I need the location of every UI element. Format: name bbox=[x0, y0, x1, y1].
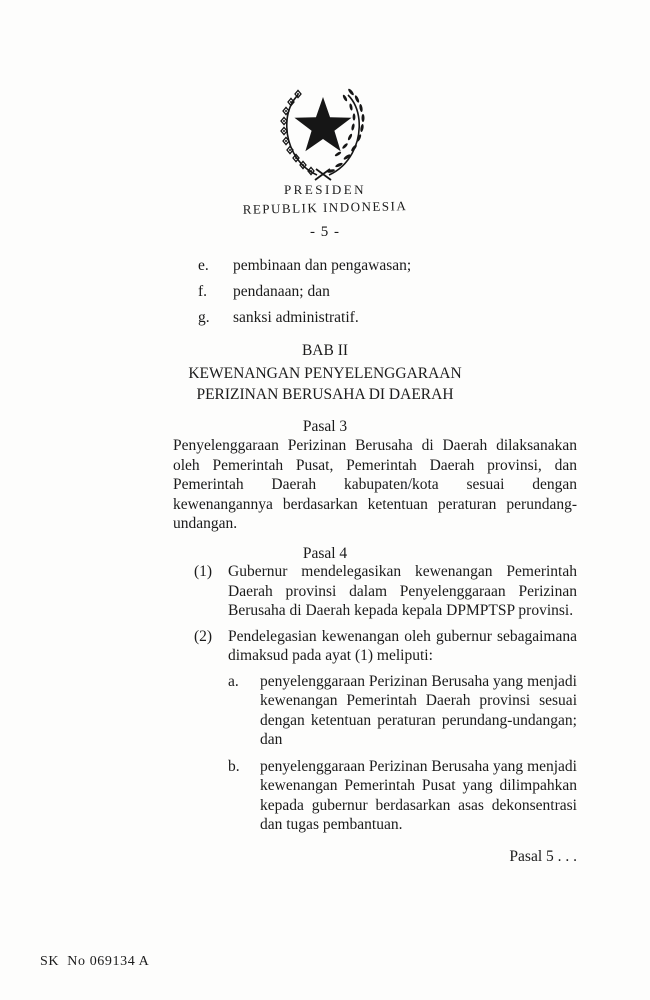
letterhead-line1: PRESIDEN bbox=[283, 182, 367, 197]
numbered-item bbox=[173, 627, 577, 842]
chapter-title-line2: PERIZINAN BERUSAHA DI DAERAH bbox=[196, 385, 454, 403]
sublist-item-marker: b. bbox=[228, 757, 240, 775]
list-item-marker: f. bbox=[198, 283, 208, 300]
numbered-item-text-content: Pendelegasian kewenangan oleh gubernur sebagaimana dimaksud pada ayat (1) meliputi: bbox=[228, 627, 577, 664]
letterhead bbox=[0, 181, 650, 216]
list-item bbox=[173, 308, 577, 328]
numbered-item-marker: (1) bbox=[194, 563, 213, 580]
sublist-item bbox=[228, 757, 577, 835]
article-body-pasal3: Penyelenggaraan Perizinan Berusaha di Daerah dilaksanakan oleh Pemerintah Pusat, Pemerintah Daerah provinsi, dan Pemerintah Daerah kabupaten/kota sesuai dengan kewenangannya berdasarkan ketentuan peraturan perundang-undangan. bbox=[173, 437, 577, 532]
numbered-item-text: Gubernur mendelegasikan kewenangan Pemerintah Daerah provinsi dalam Penyelenggaraan Perizinan Berusaha di Daerah kepada kepala DPMPTSP provinsi. bbox=[228, 563, 577, 619]
list-item-marker: g. bbox=[198, 309, 210, 326]
numbered-item bbox=[173, 562, 577, 621]
numbered-item-text bbox=[228, 627, 577, 842]
page-number: - 5 - bbox=[310, 224, 340, 240]
intro-list bbox=[173, 256, 577, 334]
article-body-pasal4 bbox=[173, 562, 577, 848]
numbered-item-marker: (2) bbox=[194, 627, 213, 645]
article-heading-pasal3: Pasal 3 bbox=[302, 418, 348, 435]
sublist-item-text: penyelenggaraan Perizinan Berusaha yang menjadi kewenangan Pemerintah Pusat yang dilimpahkan kepada gubernur berdasarkan asas dekonsentrasi dan tugas pembantuan. bbox=[260, 757, 577, 833]
list-item bbox=[173, 256, 577, 276]
article-heading-pasal4: Pasal 4 bbox=[302, 545, 348, 562]
sublist-item bbox=[228, 672, 577, 750]
sublist-item-text: penyelenggaraan Perizinan Berusaha yang menjadi kewenangan Pemerintah Daerah provinsi sesuai dengan ketentuan peraturan perundang-undangan; dan bbox=[260, 672, 577, 748]
chapter-title-line1: KEWENANGAN PENYELENGGARAAN bbox=[188, 365, 462, 382]
document-code: SK No 069134 A bbox=[40, 954, 150, 969]
chapter-label: BAB II bbox=[301, 342, 349, 359]
sublist-item-marker: a. bbox=[228, 672, 239, 690]
catchword-next-article: Pasal 5 . . . bbox=[509, 848, 577, 865]
list-item-marker: e. bbox=[198, 257, 209, 274]
chapter-title bbox=[0, 364, 650, 405]
list-item bbox=[173, 282, 577, 302]
lettered-sublist bbox=[228, 672, 577, 835]
presidential-seal bbox=[271, 84, 375, 184]
list-item-text: pembinaan dan pengawasan; bbox=[233, 257, 412, 274]
letterhead-line2: REPUBLIK INDONESIA bbox=[242, 197, 408, 217]
list-item-text: sanksi administratif. bbox=[233, 309, 359, 326]
list-item-text: pendanaan; dan bbox=[233, 283, 330, 300]
indonesia-star-wreath-emblem-icon bbox=[271, 84, 375, 184]
